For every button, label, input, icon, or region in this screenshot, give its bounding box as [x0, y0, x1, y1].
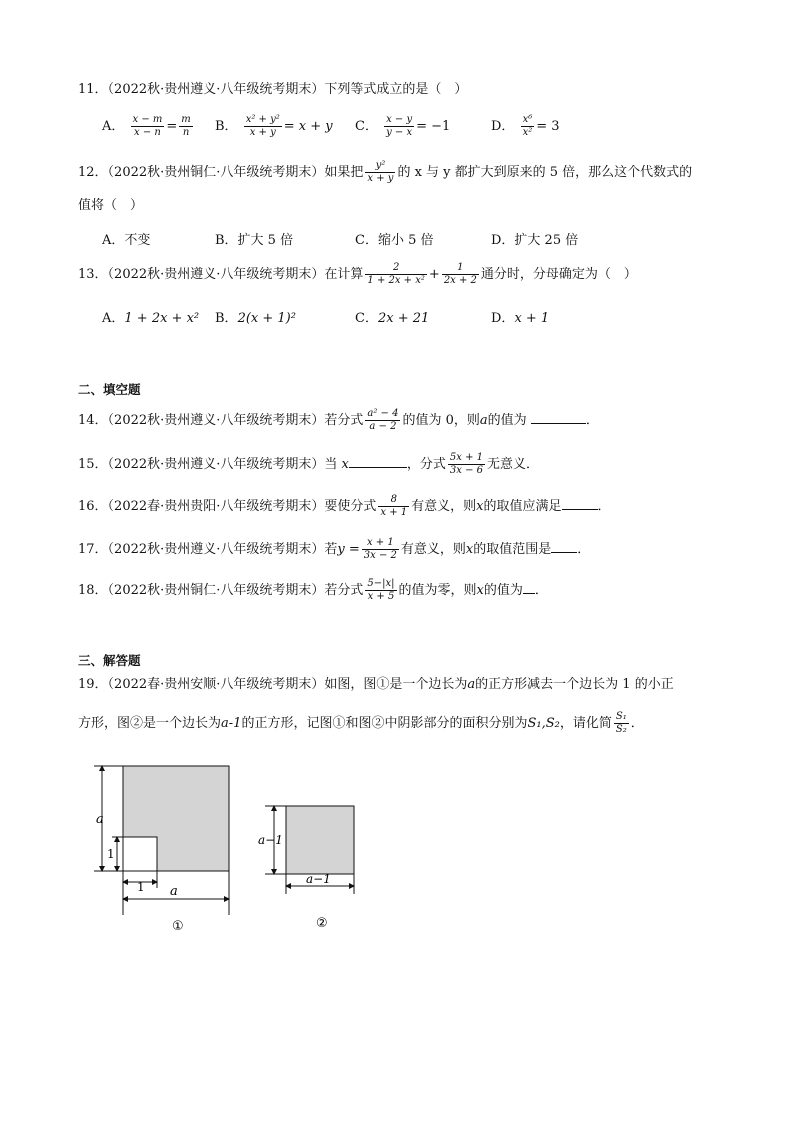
q19-figure: [80, 760, 380, 940]
q15-stem: 15．（2022秋·贵州遵义·八年级统考期末）当 x ，分式 $\frac{5x + 1}{3x - 6}$ 无意义．: [78, 452, 540, 476]
section-solutions: 三、解答题: [78, 653, 141, 668]
q19-stem-line2: 方形，图②是一个边长为a-1的正方形，记图①和图②中阴影部分的面积分别为S₁,S₂，请化简 $\frac{\text{S₁}}{\text{S₂}}$ ．: [78, 711, 644, 735]
q16-stem: 16．（2022春·贵州贵阳·八年级统考期末）要使分式 $\frac{8}{x + 1}$ 有意义，则x的取值应满足 ．: [78, 494, 611, 518]
fig2-caption: ②: [316, 916, 328, 931]
fig1-side-label: a: [96, 812, 104, 827]
fraction: $\frac{m}{n}$: [181, 114, 191, 138]
q14-stem: 14．（2022秋·贵州遵义·八年级统考期末）若分式 $\frac{\text{a² − 4}}{a - 2}$ 的值为 0，则a的值为 ．: [78, 408, 599, 432]
q11-option-c[interactable]: C． $\frac{x - y}{y - x}$ = −1: [355, 114, 451, 138]
answer-blank[interactable]: [349, 455, 407, 468]
fraction: $\frac{x + 1}{3x - 2}$: [363, 537, 397, 561]
q12-stem-cont: 值将（ ）: [78, 198, 144, 213]
fig1-small-square: [123, 837, 157, 871]
fraction: $\frac{5x + 1}{3x - 6}$: [449, 452, 484, 476]
q13-option-c[interactable]: C．2x + 21: [355, 311, 430, 326]
fig1-small-label-v: 1: [107, 847, 115, 861]
q12-option-b[interactable]: B．扩大 5 倍: [215, 233, 294, 248]
q11-option-a[interactable]: A． $\frac{x - m}{x - n}$ = $\frac{m}{n}$: [102, 114, 191, 138]
fraction: $\frac{\text{x² + y²}}{x + y}$: [245, 114, 280, 138]
fraction: $\frac{\text{x⁶}}{\text{x²}}$: [522, 114, 533, 138]
answer-blank[interactable]: [523, 581, 535, 594]
q12-stem: 12．（2022秋·贵州铜仁·八年级统考期末）如果把 $\frac{\text{y²}}{x + y}$ 的 x 与 y 都扩大到原来的 5 倍，那么这个代数式的: [78, 160, 693, 184]
q12-option-c[interactable]: C．缩小 5 倍: [355, 233, 434, 248]
fig1-bottom-label: a: [170, 884, 178, 899]
fraction: $\frac{8}{x + 1}$: [380, 494, 408, 518]
fraction: $\frac{\text{y²}}{x + y}$: [367, 160, 394, 184]
fig1-caption: ①: [172, 919, 184, 934]
fig2-bottom-label: a−1: [306, 872, 331, 886]
q18-stem: 18．（2022秋·贵州铜仁·八年级统考期末）若分式 $\frac{5-|x|}{x + 5}$ 的值为零，则x的值为 ．: [78, 578, 548, 602]
fraction: $\frac{1}{2x + 2}$: [443, 262, 477, 286]
answer-blank[interactable]: [551, 540, 577, 553]
q13-option-b[interactable]: B．2(x + 1)²: [215, 311, 296, 326]
fraction: $\frac{x - m}{x - n}$: [132, 114, 163, 138]
fraction: $\frac{2}{\text{1 + 2x + x²}}$: [367, 262, 425, 286]
option-label: B．: [215, 119, 238, 134]
section-fill-in: 二、填空题: [78, 382, 141, 397]
q17-stem: 17．（2022秋·贵州遵义·八年级统考期末）若y = $\frac{x + 1}{3x - 2}$ 有意义，则x的取值范围是 ．: [78, 537, 591, 561]
q11-option-d[interactable]: D． $\frac{\text{x⁶}}{\text{x²}}$ = 3: [491, 114, 560, 138]
q11-option-b[interactable]: B． $\frac{\text{x² + y²}}{x + y}$ = x + y: [215, 114, 333, 138]
option-label: A．: [102, 119, 125, 134]
option-label: D．: [491, 119, 515, 134]
q19-stem-line1: 19．（2022春·贵州安顺·八年级统考期末）如图，图①是一个边长为a的正方形减去一个边长为 1 的小正: [78, 677, 674, 692]
q11-stem: 11．（2022秋·贵州遵义·八年级统考期末）下列等式成立的是（ ）: [78, 82, 468, 97]
answer-blank[interactable]: [562, 497, 598, 510]
q12-option-a[interactable]: A．不变: [102, 233, 151, 248]
fraction: $\frac{x - y}{y - x}$: [386, 114, 413, 138]
fig1-small-label-h: 1: [137, 880, 145, 894]
q13-stem: 13．（2022秋·贵州遵义·八年级统考期末）在计算 $\frac{2}{\text{1 + 2x + x²}}$ + $\frac{1}{2x + 2}$ 通分时，分母确定为（ ）: [78, 262, 637, 286]
fig2-shaded-square: [286, 806, 354, 874]
fraction: $\frac{\text{S₁}}{\text{S₂}}$: [615, 711, 627, 735]
fraction: $\frac{5-|x|}{x + 5}$: [367, 578, 395, 602]
q13-option-d[interactable]: D．x + 1: [491, 311, 550, 326]
q13-option-a[interactable]: A．1 + 2x + x²: [102, 311, 200, 326]
fig2-side-label: a−1: [258, 833, 283, 847]
q12-option-d[interactable]: D．扩大 25 倍: [491, 233, 579, 248]
answer-blank[interactable]: [531, 411, 586, 424]
option-label: C．: [355, 119, 378, 134]
fraction: $\frac{\text{a² − 4}}{a - 2}$: [367, 408, 399, 432]
